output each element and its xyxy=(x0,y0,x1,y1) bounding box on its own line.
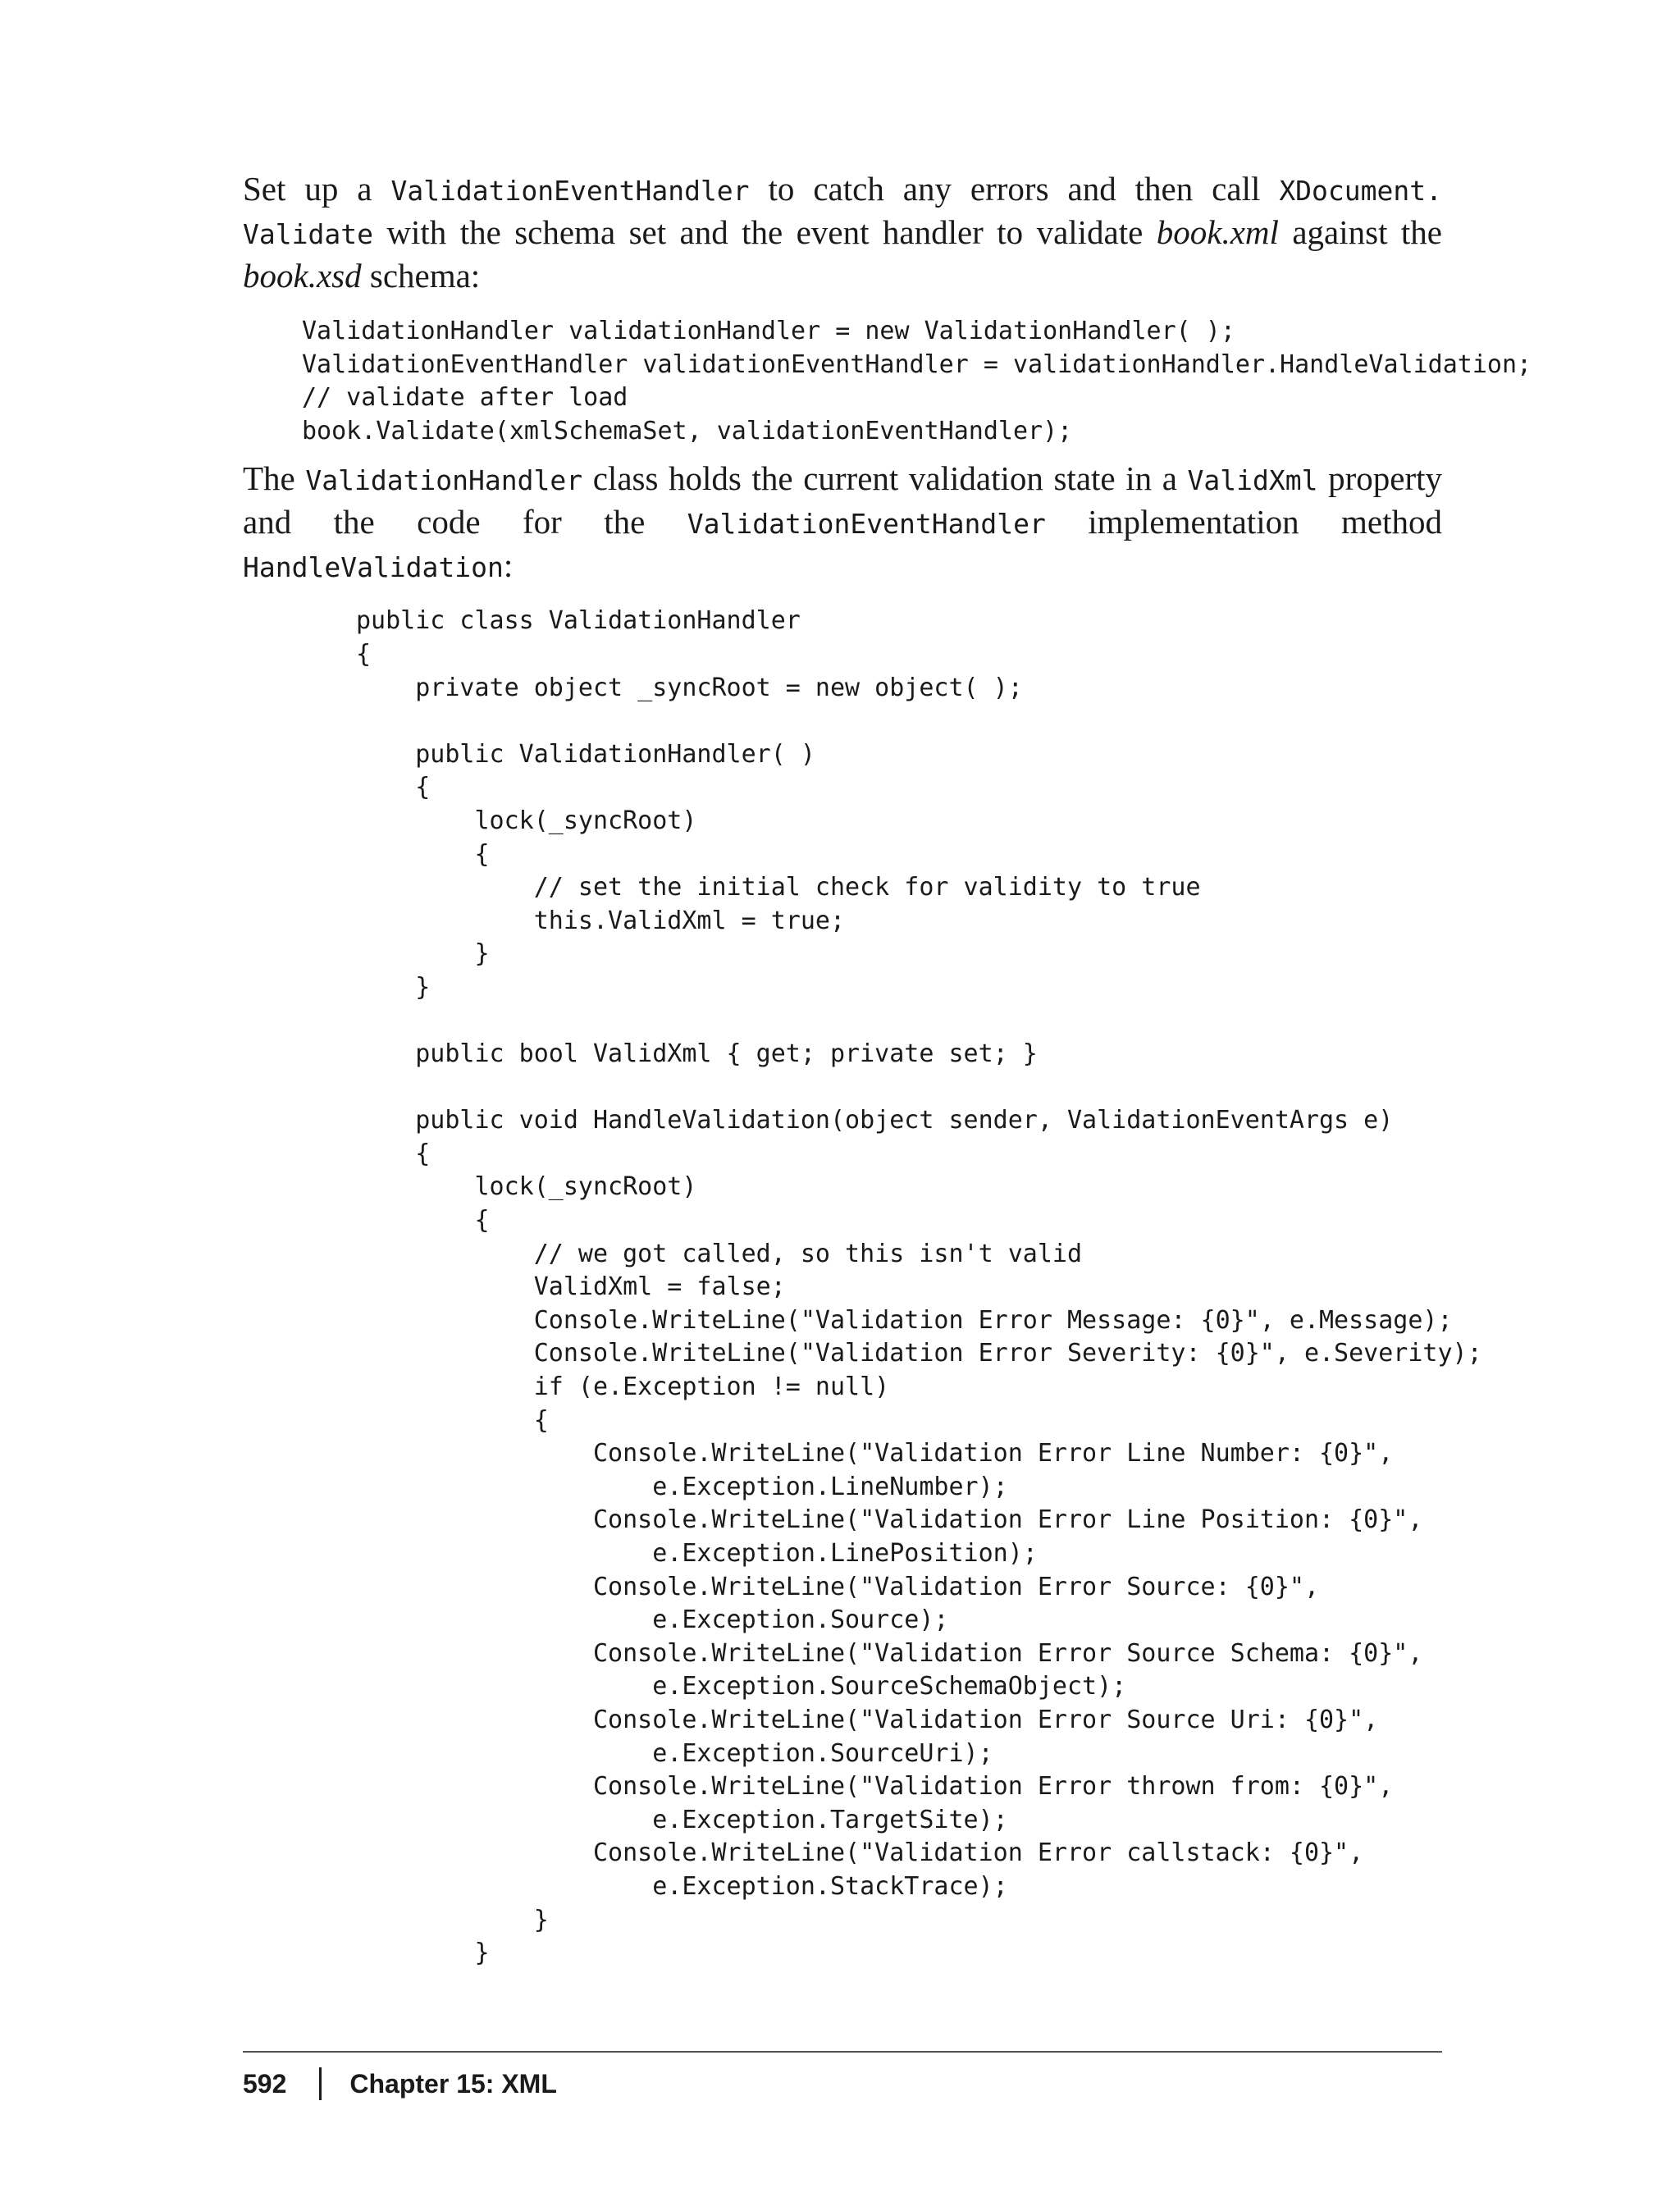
code-line: { xyxy=(356,773,431,802)
code-line: } xyxy=(356,1905,549,1934)
code-line: } xyxy=(356,939,490,969)
code-line: ValidationHandler validationHandler = new ValidationHandler( ); xyxy=(302,317,1235,345)
code-line: e.Exception.Source); xyxy=(356,1605,949,1635)
code-line: public bool ValidXml { get; private set; } xyxy=(356,1039,1038,1069)
code-line: lock(_syncRoot) xyxy=(356,1172,697,1202)
code-line: Console.WriteLine("Validation Error Severity: {0}", e.Severity); xyxy=(356,1339,1482,1368)
code-line xyxy=(356,705,1442,738)
code-line: this.ValidXml = true; xyxy=(356,906,846,935)
code-line: { xyxy=(356,839,490,869)
code-line: Console.WriteLine("Validation Error Source Schema: {0}", xyxy=(356,1638,1423,1668)
code-inline: ValidXml xyxy=(1187,464,1318,497)
code-line: Console.WriteLine("Validation Error callstack: {0}", xyxy=(356,1838,1364,1868)
code-line: // validate after load xyxy=(302,383,628,413)
code-line: { xyxy=(356,639,372,669)
code-line: e.Exception.StackTrace); xyxy=(356,1871,1008,1901)
code-inline: ValidationEventHandler xyxy=(390,175,750,207)
code-inline: XDocument. Validate xyxy=(243,175,1442,250)
code-line: e.Exception.SourceSchemaObject); xyxy=(356,1672,1127,1701)
code-line: Console.WriteLine("Validation Error Line Position: {0}", xyxy=(356,1505,1423,1535)
code-line: if (e.Exception != null) xyxy=(356,1372,890,1402)
code-line: e.Exception.TargetSite); xyxy=(356,1805,1008,1834)
code-line: Console.WriteLine("Validation Error thrown from: {0}", xyxy=(356,1772,1394,1802)
code-line: } xyxy=(356,1939,490,1968)
text: The xyxy=(243,459,306,498)
chapter-title: Chapter 15: XML xyxy=(349,2068,557,2099)
code-line: // we got called, so this isn't valid xyxy=(356,1239,1083,1268)
text: schema: xyxy=(361,257,481,295)
page-footer xyxy=(243,2051,1442,2099)
text: Set up a xyxy=(243,170,391,208)
text: against the xyxy=(1278,213,1442,251)
code-line: { xyxy=(356,1206,490,1235)
code-line: Console.WriteLine("Validation Error Source Uri: {0}", xyxy=(356,1705,1379,1734)
text: : xyxy=(503,546,514,585)
code-line: e.Exception.LinePosition); xyxy=(356,1539,1038,1568)
code-line: private object _syncRoot = new object( ); xyxy=(356,673,1023,702)
code-line: // set the initial check for validity to true xyxy=(356,873,1201,902)
code-block-validation-handler xyxy=(356,605,1482,1970)
text: implementation method xyxy=(1045,503,1443,541)
code-line: e.Exception.LineNumber); xyxy=(356,1472,1008,1501)
code-inline: ValidationHandler xyxy=(305,464,583,497)
code-inline: HandleValidation xyxy=(243,551,504,584)
code-line: { xyxy=(356,1139,431,1168)
code-line: Console.WriteLine("Validation Error Line Number: {0}", xyxy=(356,1439,1394,1468)
code-line: } xyxy=(356,972,431,1002)
code-block-validate xyxy=(302,315,1532,448)
code-line xyxy=(356,1071,1442,1105)
filename: book.xsd xyxy=(243,257,362,295)
filename: book.xml xyxy=(1156,213,1279,251)
code-line: ValidationEventHandler validationEventHandler = validationHandler.HandleValidation; xyxy=(302,349,1532,379)
code-line: book.Validate(xmlSchemaSet, validationEventHandler); xyxy=(302,416,1073,445)
text: to catch any errors and then call xyxy=(749,170,1280,208)
text: property and the code for the xyxy=(243,459,1442,541)
code-line: public class ValidationHandler xyxy=(356,606,801,636)
paragraph-handler-intro xyxy=(243,458,1442,588)
code-line: lock(_syncRoot) xyxy=(356,806,697,835)
page-number: 592 xyxy=(243,2068,287,2099)
text: with the schema set and the event handler to validate xyxy=(372,213,1157,251)
text: class holds the current validation state in a xyxy=(582,459,1188,498)
code-line: public ValidationHandler( ) xyxy=(356,739,815,769)
code-line xyxy=(356,1005,1442,1039)
code-line: public void HandleValidation(object sender, ValidationEventArgs e) xyxy=(356,1106,1394,1135)
code-line: { xyxy=(356,1405,549,1435)
code-line: ValidXml = false; xyxy=(356,1272,786,1302)
code-line: Console.WriteLine("Validation Error Source: {0}", xyxy=(356,1572,1319,1601)
paragraph-validate-intro xyxy=(243,168,1442,297)
code-inline: ValidationEventHandler xyxy=(687,508,1046,541)
footer-separator xyxy=(319,2067,322,2100)
page-content xyxy=(243,168,1532,1971)
code-line: e.Exception.SourceUri); xyxy=(356,1738,993,1768)
code-line: Console.WriteLine("Validation Error Message: {0}", e.Message); xyxy=(356,1305,1453,1335)
